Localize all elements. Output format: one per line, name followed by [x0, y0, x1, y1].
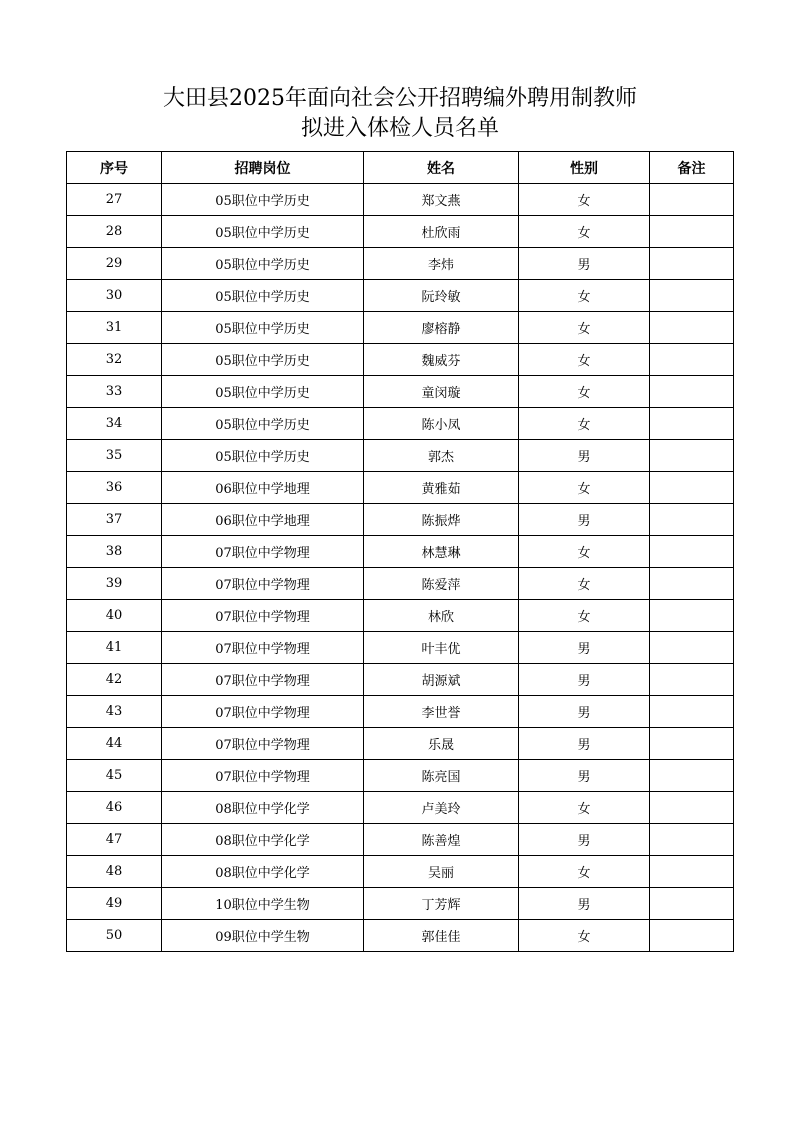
cell-seq: 27 [67, 184, 162, 216]
cell-note [650, 312, 734, 344]
cell-note [650, 376, 734, 408]
cell-note [650, 696, 734, 728]
table-row [67, 280, 734, 312]
cell-note [650, 184, 734, 216]
cell-note [650, 344, 734, 376]
cell-note [650, 856, 734, 888]
table-row [67, 536, 734, 568]
cell-post: 09职位中学生物 [162, 920, 364, 952]
cell-seq: 31 [67, 312, 162, 344]
cell-post: 06职位中学地理 [162, 504, 364, 536]
cell-post: 07职位中学物理 [162, 536, 364, 568]
cell-post: 05职位中学历史 [162, 440, 364, 472]
cell-seq: 43 [67, 696, 162, 728]
cell-post: 07职位中学物理 [162, 600, 364, 632]
cell-sex: 女 [519, 280, 650, 312]
cell-seq: 35 [67, 440, 162, 472]
cell-note [650, 472, 734, 504]
cell-seq: 38 [67, 536, 162, 568]
table-row [67, 856, 734, 888]
cell-sex: 女 [519, 344, 650, 376]
cell-post: 06职位中学地理 [162, 472, 364, 504]
cell-seq: 42 [67, 664, 162, 696]
cell-note [650, 280, 734, 312]
table-row [67, 440, 734, 472]
cell-note [650, 728, 734, 760]
table-row [67, 344, 734, 376]
table-row [67, 600, 734, 632]
cell-sex: 女 [519, 536, 650, 568]
cell-post: 08职位中学化学 [162, 792, 364, 824]
cell-seq: 39 [67, 568, 162, 600]
cell-note [650, 216, 734, 248]
cell-note [650, 536, 734, 568]
cell-note [650, 248, 734, 280]
cell-note [650, 600, 734, 632]
cell-seq: 32 [67, 344, 162, 376]
table-row [67, 248, 734, 280]
cell-seq: 28 [67, 216, 162, 248]
cell-seq: 44 [67, 728, 162, 760]
cell-sex: 男 [519, 664, 650, 696]
cell-name: 陈爱萍 [364, 568, 519, 600]
cell-name: 杜欣雨 [364, 216, 519, 248]
cell-seq: 45 [67, 760, 162, 792]
cell-sex: 男 [519, 248, 650, 280]
cell-sex: 女 [519, 568, 650, 600]
cell-name: 林欣 [364, 600, 519, 632]
cell-post: 10职位中学生物 [162, 888, 364, 920]
cell-post: 05职位中学历史 [162, 248, 364, 280]
cell-note [650, 664, 734, 696]
table-row [67, 760, 734, 792]
cell-sex: 男 [519, 632, 650, 664]
cell-note [650, 888, 734, 920]
cell-post: 07职位中学物理 [162, 696, 364, 728]
cell-post: 07职位中学物理 [162, 632, 364, 664]
cell-post: 07职位中学物理 [162, 728, 364, 760]
cell-sex: 女 [519, 216, 650, 248]
table-row [67, 824, 734, 856]
cell-sex: 女 [519, 184, 650, 216]
cell-sex: 女 [519, 856, 650, 888]
cell-note [650, 920, 734, 952]
cell-seq: 37 [67, 504, 162, 536]
cell-sex: 女 [519, 376, 650, 408]
cell-seq: 33 [67, 376, 162, 408]
cell-name: 吴丽 [364, 856, 519, 888]
cell-name: 卢美玲 [364, 792, 519, 824]
table-body [67, 184, 734, 952]
cell-name: 廖榕静 [364, 312, 519, 344]
cell-seq: 50 [67, 920, 162, 952]
cell-name: 郭杰 [364, 440, 519, 472]
cell-sex: 女 [519, 920, 650, 952]
cell-sex: 男 [519, 888, 650, 920]
cell-seq: 34 [67, 408, 162, 440]
cell-post: 08职位中学化学 [162, 856, 364, 888]
title-line-1: 大田县2025年面向社会公开招聘编外聘用制教师 [163, 86, 637, 111]
cell-note [650, 760, 734, 792]
table-header [67, 152, 734, 184]
cell-name: 阮玲敏 [364, 280, 519, 312]
cell-name: 李炜 [364, 248, 519, 280]
cell-name: 陈善煌 [364, 824, 519, 856]
cell-name: 郑文燕 [364, 184, 519, 216]
cell-name: 郭佳佳 [364, 920, 519, 952]
header-name: 姓名 [364, 152, 519, 184]
table-row [67, 184, 734, 216]
cell-seq: 29 [67, 248, 162, 280]
cell-seq: 48 [67, 856, 162, 888]
cell-name: 童闵璇 [364, 376, 519, 408]
cell-post: 05职位中学历史 [162, 312, 364, 344]
cell-seq: 49 [67, 888, 162, 920]
cell-sex: 男 [519, 824, 650, 856]
table-row [67, 216, 734, 248]
table-row [67, 504, 734, 536]
document-title [0, 84, 800, 144]
title-line-2: 拟进入体检人员名单 [300, 116, 499, 141]
cell-note [650, 504, 734, 536]
cell-note [650, 568, 734, 600]
header-post: 招聘岗位 [162, 152, 364, 184]
cell-post: 07职位中学物理 [162, 568, 364, 600]
cell-name: 黄雅茹 [364, 472, 519, 504]
cell-name: 乐晟 [364, 728, 519, 760]
cell-sex: 女 [519, 472, 650, 504]
cell-name: 陈小凤 [364, 408, 519, 440]
cell-name: 魏威芬 [364, 344, 519, 376]
table-row [67, 728, 734, 760]
table-row [67, 792, 734, 824]
cell-seq: 46 [67, 792, 162, 824]
table-row [67, 312, 734, 344]
cell-name: 陈亮国 [364, 760, 519, 792]
table-row [67, 472, 734, 504]
header-seq: 序号 [67, 152, 162, 184]
table-row [67, 664, 734, 696]
cell-sex: 男 [519, 440, 650, 472]
table-row [67, 696, 734, 728]
header-sex: 性别 [519, 152, 650, 184]
cell-sex: 女 [519, 312, 650, 344]
cell-post: 05职位中学历史 [162, 216, 364, 248]
cell-post: 05职位中学历史 [162, 408, 364, 440]
cell-seq: 41 [67, 632, 162, 664]
cell-post: 07职位中学物理 [162, 760, 364, 792]
cell-sex: 男 [519, 696, 650, 728]
cell-seq: 30 [67, 280, 162, 312]
cell-name: 胡源斌 [364, 664, 519, 696]
cell-name: 丁芳辉 [364, 888, 519, 920]
cell-seq: 47 [67, 824, 162, 856]
cell-sex: 女 [519, 792, 650, 824]
cell-name: 陈振烨 [364, 504, 519, 536]
cell-sex: 男 [519, 504, 650, 536]
cell-post: 05职位中学历史 [162, 280, 364, 312]
table-row [67, 408, 734, 440]
table-row [67, 920, 734, 952]
cell-post: 08职位中学化学 [162, 824, 364, 856]
cell-post: 05职位中学历史 [162, 184, 364, 216]
cell-sex: 男 [519, 728, 650, 760]
cell-post: 05职位中学历史 [162, 344, 364, 376]
cell-note [650, 824, 734, 856]
cell-seq: 36 [67, 472, 162, 504]
cell-sex: 女 [519, 600, 650, 632]
cell-post: 05职位中学历史 [162, 376, 364, 408]
cell-note [650, 632, 734, 664]
cell-name: 林慧琳 [364, 536, 519, 568]
table-row [67, 632, 734, 664]
table-row [67, 888, 734, 920]
cell-sex: 女 [519, 408, 650, 440]
cell-name: 叶丰优 [364, 632, 519, 664]
cell-post: 07职位中学物理 [162, 664, 364, 696]
cell-note [650, 792, 734, 824]
header-note: 备注 [650, 152, 734, 184]
table-row [67, 568, 734, 600]
cell-name: 李世誉 [364, 696, 519, 728]
cell-note [650, 408, 734, 440]
header-row [67, 152, 734, 184]
cell-seq: 40 [67, 600, 162, 632]
cell-note [650, 440, 734, 472]
cell-sex: 男 [519, 760, 650, 792]
candidate-table [66, 151, 734, 952]
table-row [67, 376, 734, 408]
